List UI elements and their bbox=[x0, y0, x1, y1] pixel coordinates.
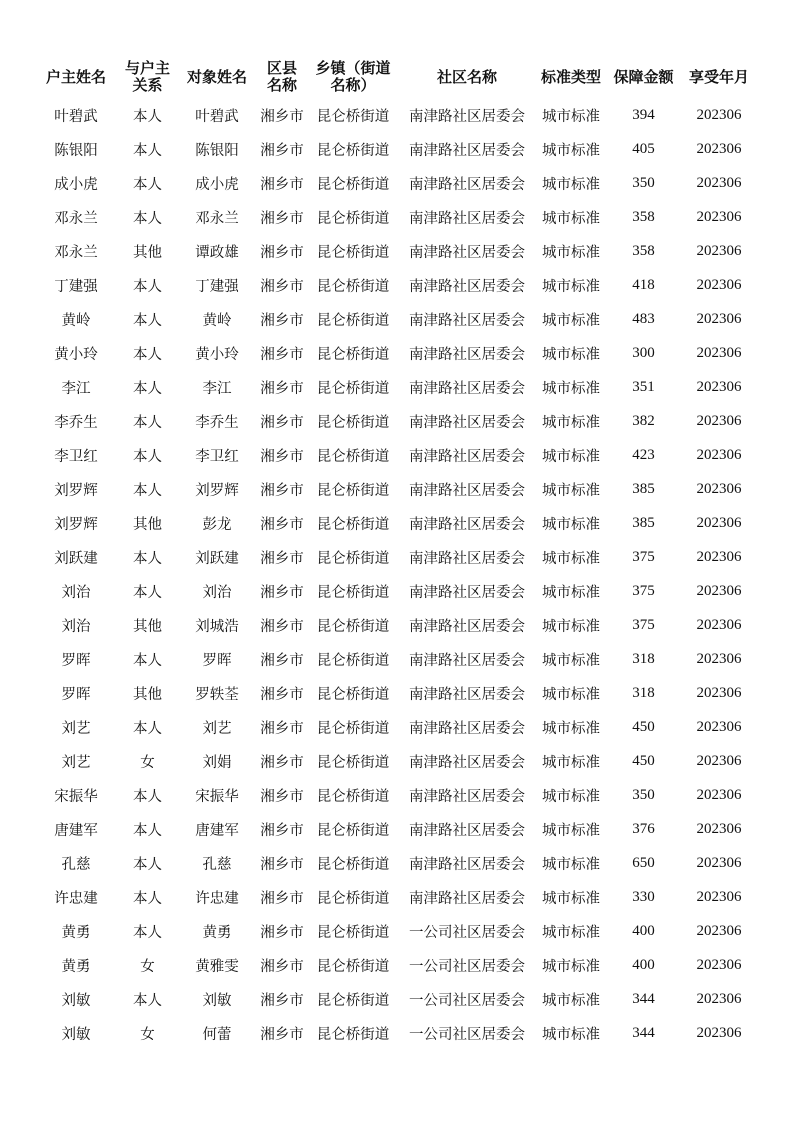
table-row bbox=[36, 880, 756, 914]
township-cell: 昆仑桥街道 bbox=[316, 856, 390, 873]
period-cell: 202306 bbox=[696, 616, 742, 633]
amount-cell: 350 bbox=[632, 174, 655, 191]
recipient-name-cell: 刘跃建 bbox=[195, 550, 239, 567]
recipient-name-cell: 刘娟 bbox=[202, 754, 232, 771]
table-row bbox=[36, 914, 756, 948]
household-name-cell: 黄小玲 bbox=[54, 346, 98, 363]
household-name-cell: 许忠建 bbox=[54, 890, 98, 907]
amount-cell: 300 bbox=[632, 344, 655, 361]
county-cell: 湘乡市 bbox=[260, 924, 304, 941]
standard-type-cell: 城市标准 bbox=[542, 550, 600, 567]
amount-cell: 344 bbox=[632, 1024, 655, 1041]
county-cell: 湘乡市 bbox=[260, 244, 304, 261]
period-cell: 202306 bbox=[696, 1024, 742, 1041]
household-name-cell: 陈银阳 bbox=[54, 142, 98, 159]
amount-cell: 400 bbox=[632, 922, 655, 939]
recipient-name-cell: 丁建强 bbox=[195, 278, 239, 295]
relation-cell: 本人 bbox=[133, 652, 162, 669]
recipient-name-cell: 黄勇 bbox=[202, 924, 232, 941]
county-cell: 湘乡市 bbox=[260, 448, 304, 465]
table-row bbox=[36, 370, 756, 404]
community-cell: 南津路社区居委会 bbox=[409, 584, 525, 601]
recipient-name-cell: 许忠建 bbox=[195, 890, 239, 907]
recipient-name-cell: 刘城浩 bbox=[195, 618, 239, 635]
table-row bbox=[36, 268, 756, 302]
amount-cell: 385 bbox=[632, 514, 655, 531]
county-cell: 湘乡市 bbox=[260, 618, 304, 635]
township-cell: 昆仑桥街道 bbox=[316, 108, 390, 125]
col-head-township: 乡镇（街道 名称） bbox=[315, 59, 391, 94]
col-head-recipient-name: 对象姓名 bbox=[186, 67, 247, 86]
amount-cell: 318 bbox=[632, 650, 655, 667]
amount-cell: 382 bbox=[632, 412, 655, 429]
community-cell: 南津路社区居委会 bbox=[409, 380, 525, 397]
col-head-community: 社区名称 bbox=[436, 67, 497, 86]
period-cell: 202306 bbox=[696, 922, 742, 939]
standard-type-cell: 城市标准 bbox=[542, 924, 600, 941]
standard-type-cell: 城市标准 bbox=[542, 176, 600, 193]
period-cell: 202306 bbox=[696, 310, 742, 327]
table-row bbox=[36, 132, 756, 166]
household-name-cell: 邓永兰 bbox=[54, 210, 98, 227]
household-name-cell: 罗晖 bbox=[61, 652, 91, 669]
relation-cell: 本人 bbox=[133, 482, 162, 499]
township-cell: 昆仑桥街道 bbox=[316, 822, 390, 839]
standard-type-cell: 城市标准 bbox=[542, 992, 600, 1009]
community-cell: 南津路社区居委会 bbox=[409, 720, 525, 737]
standard-type-cell: 城市标准 bbox=[542, 754, 600, 771]
relation-cell: 女 bbox=[140, 958, 155, 975]
recipient-name-cell: 黄小玲 bbox=[195, 346, 239, 363]
township-cell: 昆仑桥街道 bbox=[316, 550, 390, 567]
household-name-cell: 叶碧武 bbox=[54, 108, 98, 125]
period-cell: 202306 bbox=[696, 854, 742, 871]
township-cell: 昆仑桥街道 bbox=[316, 448, 390, 465]
period-cell: 202306 bbox=[696, 684, 742, 701]
household-name-cell: 刘艺 bbox=[61, 754, 91, 771]
household-name-cell: 黄勇 bbox=[61, 958, 91, 975]
relation-cell: 本人 bbox=[133, 108, 162, 125]
standard-type-cell: 城市标准 bbox=[542, 584, 600, 601]
county-cell: 湘乡市 bbox=[260, 856, 304, 873]
table-row bbox=[36, 234, 756, 268]
header-row bbox=[36, 56, 756, 98]
household-name-cell: 宋振华 bbox=[54, 788, 98, 805]
period-cell: 202306 bbox=[696, 378, 742, 395]
period-cell: 202306 bbox=[696, 514, 742, 531]
county-cell: 湘乡市 bbox=[260, 822, 304, 839]
recipient-name-cell: 刘罗辉 bbox=[195, 482, 239, 499]
standard-type-cell: 城市标准 bbox=[542, 210, 600, 227]
township-cell: 昆仑桥街道 bbox=[316, 210, 390, 227]
community-cell: 南津路社区居委会 bbox=[409, 108, 525, 125]
table-row bbox=[36, 166, 756, 200]
relation-cell: 其他 bbox=[133, 618, 162, 635]
township-cell: 昆仑桥街道 bbox=[316, 618, 390, 635]
standard-type-cell: 城市标准 bbox=[542, 482, 600, 499]
household-name-cell: 李乔生 bbox=[54, 414, 98, 431]
community-cell: 南津路社区居委会 bbox=[409, 550, 525, 567]
standard-type-cell: 城市标准 bbox=[542, 890, 600, 907]
table-row bbox=[36, 676, 756, 710]
county-cell: 湘乡市 bbox=[260, 142, 304, 159]
relation-cell: 本人 bbox=[133, 414, 162, 431]
household-name-cell: 刘敏 bbox=[61, 992, 91, 1009]
household-name-cell: 孔慈 bbox=[61, 856, 91, 873]
community-cell: 南津路社区居委会 bbox=[409, 482, 525, 499]
township-cell: 昆仑桥街道 bbox=[316, 244, 390, 261]
standard-type-cell: 城市标准 bbox=[542, 414, 600, 431]
amount-cell: 385 bbox=[632, 480, 655, 497]
table-row bbox=[36, 744, 756, 778]
col-head-amount: 保障金额 bbox=[613, 67, 674, 86]
period-cell: 202306 bbox=[696, 480, 742, 497]
community-cell: 南津路社区居委会 bbox=[409, 278, 525, 295]
community-cell: 南津路社区居委会 bbox=[409, 346, 525, 363]
county-cell: 湘乡市 bbox=[260, 1026, 304, 1043]
relation-cell: 本人 bbox=[133, 210, 162, 227]
township-cell: 昆仑桥街道 bbox=[316, 958, 390, 975]
household-name-cell: 罗晖 bbox=[61, 686, 91, 703]
period-cell: 202306 bbox=[696, 786, 742, 803]
relation-cell: 本人 bbox=[133, 176, 162, 193]
household-name-cell: 李卫红 bbox=[54, 448, 98, 465]
table-row bbox=[36, 540, 756, 574]
community-cell: 南津路社区居委会 bbox=[409, 822, 525, 839]
amount-cell: 376 bbox=[632, 820, 655, 837]
relation-cell: 本人 bbox=[133, 380, 162, 397]
community-cell: 南津路社区居委会 bbox=[409, 890, 525, 907]
relation-cell: 本人 bbox=[133, 924, 162, 941]
recipient-name-cell: 黄岭 bbox=[202, 312, 232, 329]
relation-cell: 本人 bbox=[133, 312, 162, 329]
period-cell: 202306 bbox=[696, 446, 742, 463]
table-row bbox=[36, 438, 756, 472]
household-name-cell: 丁建强 bbox=[54, 278, 98, 295]
amount-cell: 450 bbox=[632, 718, 655, 735]
table-row bbox=[36, 846, 756, 880]
period-cell: 202306 bbox=[696, 820, 742, 837]
table-row bbox=[36, 200, 756, 234]
standard-type-cell: 城市标准 bbox=[542, 652, 600, 669]
recipient-name-cell: 宋振华 bbox=[195, 788, 239, 805]
recipient-name-cell: 李乔生 bbox=[195, 414, 239, 431]
amount-cell: 483 bbox=[632, 310, 655, 327]
household-name-cell: 刘治 bbox=[61, 584, 91, 601]
amount-cell: 650 bbox=[632, 854, 655, 871]
period-cell: 202306 bbox=[696, 276, 742, 293]
household-name-cell: 李江 bbox=[61, 380, 91, 397]
period-cell: 202306 bbox=[696, 548, 742, 565]
standard-type-cell: 城市标准 bbox=[542, 278, 600, 295]
relation-cell: 其他 bbox=[133, 686, 162, 703]
community-cell: 南津路社区居委会 bbox=[409, 856, 525, 873]
relation-cell: 本人 bbox=[133, 856, 162, 873]
community-cell: 南津路社区居委会 bbox=[409, 210, 525, 227]
township-cell: 昆仑桥街道 bbox=[316, 890, 390, 907]
township-cell: 昆仑桥街道 bbox=[316, 516, 390, 533]
period-cell: 202306 bbox=[696, 140, 742, 157]
table-row bbox=[36, 1016, 756, 1050]
township-cell: 昆仑桥街道 bbox=[316, 924, 390, 941]
standard-type-cell: 城市标准 bbox=[542, 618, 600, 635]
community-cell: 南津路社区居委会 bbox=[409, 142, 525, 159]
township-cell: 昆仑桥街道 bbox=[316, 992, 390, 1009]
community-cell: 南津路社区居委会 bbox=[409, 312, 525, 329]
period-cell: 202306 bbox=[696, 412, 742, 429]
col-head-household-name: 户主姓名 bbox=[45, 67, 106, 86]
relation-cell: 本人 bbox=[133, 346, 162, 363]
standard-type-cell: 城市标准 bbox=[542, 516, 600, 533]
county-cell: 湘乡市 bbox=[260, 584, 304, 601]
township-cell: 昆仑桥街道 bbox=[316, 652, 390, 669]
relation-cell: 本人 bbox=[133, 142, 162, 159]
recipient-name-cell: 唐建军 bbox=[195, 822, 239, 839]
county-cell: 湘乡市 bbox=[260, 788, 304, 805]
community-cell: 南津路社区居委会 bbox=[409, 414, 525, 431]
township-cell: 昆仑桥街道 bbox=[316, 754, 390, 771]
period-cell: 202306 bbox=[696, 888, 742, 905]
household-name-cell: 刘治 bbox=[61, 618, 91, 635]
period-cell: 202306 bbox=[696, 106, 742, 123]
household-name-cell: 刘罗辉 bbox=[54, 516, 98, 533]
amount-cell: 375 bbox=[632, 616, 655, 633]
relation-cell: 其他 bbox=[133, 516, 162, 533]
township-cell: 昆仑桥街道 bbox=[316, 482, 390, 499]
county-cell: 湘乡市 bbox=[260, 992, 304, 1009]
table-row bbox=[36, 812, 756, 846]
standard-type-cell: 城市标准 bbox=[542, 822, 600, 839]
community-cell: 一公司社区居委会 bbox=[409, 924, 525, 941]
amount-cell: 318 bbox=[632, 684, 655, 701]
county-cell: 湘乡市 bbox=[260, 516, 304, 533]
township-cell: 昆仑桥街道 bbox=[316, 312, 390, 329]
standard-type-cell: 城市标准 bbox=[542, 380, 600, 397]
community-cell: 南津路社区居委会 bbox=[409, 618, 525, 635]
county-cell: 湘乡市 bbox=[260, 176, 304, 193]
county-cell: 湘乡市 bbox=[260, 380, 304, 397]
recipient-name-cell: 罗晖 bbox=[202, 652, 232, 669]
table-row bbox=[36, 302, 756, 336]
township-cell: 昆仑桥街道 bbox=[316, 380, 390, 397]
recipient-name-cell: 李江 bbox=[202, 380, 232, 397]
period-cell: 202306 bbox=[696, 242, 742, 259]
amount-cell: 344 bbox=[632, 990, 655, 1007]
standard-type-cell: 城市标准 bbox=[542, 788, 600, 805]
county-cell: 湘乡市 bbox=[260, 346, 304, 363]
relation-cell: 本人 bbox=[133, 448, 162, 465]
standard-type-cell: 城市标准 bbox=[542, 346, 600, 363]
amount-cell: 423 bbox=[632, 446, 655, 463]
standard-type-cell: 城市标准 bbox=[542, 142, 600, 159]
relation-cell: 本人 bbox=[133, 890, 162, 907]
township-cell: 昆仑桥街道 bbox=[316, 720, 390, 737]
county-cell: 湘乡市 bbox=[260, 958, 304, 975]
community-cell: 南津路社区居委会 bbox=[409, 244, 525, 261]
county-cell: 湘乡市 bbox=[260, 720, 304, 737]
recipient-name-cell: 彭龙 bbox=[202, 516, 232, 533]
standard-type-cell: 城市标准 bbox=[542, 720, 600, 737]
township-cell: 昆仑桥街道 bbox=[316, 142, 390, 159]
township-cell: 昆仑桥街道 bbox=[316, 414, 390, 431]
amount-cell: 450 bbox=[632, 752, 655, 769]
recipient-name-cell: 李卫红 bbox=[195, 448, 239, 465]
recipient-name-cell: 叶碧武 bbox=[195, 108, 239, 125]
amount-cell: 351 bbox=[632, 378, 655, 395]
amount-cell: 330 bbox=[632, 888, 655, 905]
table-row bbox=[36, 608, 756, 642]
amount-cell: 375 bbox=[632, 582, 655, 599]
township-cell: 昆仑桥街道 bbox=[316, 1026, 390, 1043]
table-row bbox=[36, 336, 756, 370]
county-cell: 湘乡市 bbox=[260, 686, 304, 703]
recipient-name-cell: 黄雅雯 bbox=[195, 958, 239, 975]
table-row bbox=[36, 574, 756, 608]
community-cell: 南津路社区居委会 bbox=[409, 652, 525, 669]
standard-type-cell: 城市标准 bbox=[542, 958, 600, 975]
amount-cell: 400 bbox=[632, 956, 655, 973]
table-row bbox=[36, 472, 756, 506]
county-cell: 湘乡市 bbox=[260, 550, 304, 567]
county-cell: 湘乡市 bbox=[260, 890, 304, 907]
amount-cell: 358 bbox=[632, 242, 655, 259]
recipient-name-cell: 陈银阳 bbox=[195, 142, 239, 159]
township-cell: 昆仑桥街道 bbox=[316, 788, 390, 805]
standard-type-cell: 城市标准 bbox=[542, 312, 600, 329]
period-cell: 202306 bbox=[696, 344, 742, 361]
standard-type-cell: 城市标准 bbox=[542, 108, 600, 125]
recipient-name-cell: 成小虎 bbox=[195, 176, 239, 193]
county-cell: 湘乡市 bbox=[260, 754, 304, 771]
standard-type-cell: 城市标准 bbox=[542, 856, 600, 873]
relation-cell: 本人 bbox=[133, 720, 162, 737]
county-cell: 湘乡市 bbox=[260, 482, 304, 499]
township-cell: 昆仑桥街道 bbox=[316, 686, 390, 703]
community-cell: 一公司社区居委会 bbox=[409, 992, 525, 1009]
amount-cell: 350 bbox=[632, 786, 655, 803]
assistance-table bbox=[36, 56, 756, 1050]
county-cell: 湘乡市 bbox=[260, 414, 304, 431]
period-cell: 202306 bbox=[696, 650, 742, 667]
community-cell: 南津路社区居委会 bbox=[409, 686, 525, 703]
col-head-relation: 与户主 关系 bbox=[124, 59, 170, 94]
township-cell: 昆仑桥街道 bbox=[316, 176, 390, 193]
recipient-name-cell: 罗轶荃 bbox=[195, 686, 239, 703]
household-name-cell: 刘跃建 bbox=[54, 550, 98, 567]
relation-cell: 本人 bbox=[133, 278, 162, 295]
community-cell: 一公司社区居委会 bbox=[409, 1026, 525, 1043]
table-row bbox=[36, 710, 756, 744]
community-cell: 南津路社区居委会 bbox=[409, 448, 525, 465]
col-head-county: 区县 名称 bbox=[266, 59, 297, 94]
household-name-cell: 成小虎 bbox=[54, 176, 98, 193]
community-cell: 一公司社区居委会 bbox=[409, 958, 525, 975]
township-cell: 昆仑桥街道 bbox=[316, 278, 390, 295]
period-cell: 202306 bbox=[696, 752, 742, 769]
period-cell: 202306 bbox=[696, 990, 742, 1007]
recipient-name-cell: 刘敏 bbox=[202, 992, 232, 1009]
community-cell: 南津路社区居委会 bbox=[409, 176, 525, 193]
household-name-cell: 唐建军 bbox=[54, 822, 98, 839]
period-cell: 202306 bbox=[696, 208, 742, 225]
county-cell: 湘乡市 bbox=[260, 108, 304, 125]
table-row bbox=[36, 778, 756, 812]
period-cell: 202306 bbox=[696, 718, 742, 735]
standard-type-cell: 城市标准 bbox=[542, 448, 600, 465]
standard-type-cell: 城市标准 bbox=[542, 244, 600, 261]
col-head-period: 享受年月 bbox=[688, 67, 749, 86]
amount-cell: 418 bbox=[632, 276, 655, 293]
household-name-cell: 刘敏 bbox=[61, 1026, 91, 1043]
recipient-name-cell: 刘艺 bbox=[202, 720, 232, 737]
community-cell: 南津路社区居委会 bbox=[409, 754, 525, 771]
county-cell: 湘乡市 bbox=[260, 652, 304, 669]
recipient-name-cell: 邓永兰 bbox=[195, 210, 239, 227]
table-row bbox=[36, 948, 756, 982]
relation-cell: 本人 bbox=[133, 992, 162, 1009]
table-row bbox=[36, 642, 756, 676]
household-name-cell: 黄岭 bbox=[61, 312, 91, 329]
table-row bbox=[36, 982, 756, 1016]
standard-type-cell: 城市标准 bbox=[542, 1026, 600, 1043]
relation-cell: 其他 bbox=[133, 244, 162, 261]
amount-cell: 375 bbox=[632, 548, 655, 565]
relation-cell: 女 bbox=[140, 1026, 155, 1043]
county-cell: 湘乡市 bbox=[260, 278, 304, 295]
amount-cell: 358 bbox=[632, 208, 655, 225]
community-cell: 南津路社区居委会 bbox=[409, 788, 525, 805]
amount-cell: 405 bbox=[632, 140, 655, 157]
community-cell: 南津路社区居委会 bbox=[409, 516, 525, 533]
township-cell: 昆仑桥街道 bbox=[316, 346, 390, 363]
household-name-cell: 刘罗辉 bbox=[54, 482, 98, 499]
amount-cell: 394 bbox=[632, 106, 655, 123]
county-cell: 湘乡市 bbox=[260, 312, 304, 329]
township-cell: 昆仑桥街道 bbox=[316, 584, 390, 601]
household-name-cell: 邓永兰 bbox=[54, 244, 98, 261]
county-cell: 湘乡市 bbox=[260, 210, 304, 227]
relation-cell: 本人 bbox=[133, 584, 162, 601]
recipient-name-cell: 何蕾 bbox=[202, 1026, 232, 1043]
relation-cell: 女 bbox=[140, 754, 155, 771]
standard-type-cell: 城市标准 bbox=[542, 686, 600, 703]
recipient-name-cell: 刘治 bbox=[202, 584, 232, 601]
recipient-name-cell: 谭政雄 bbox=[195, 244, 239, 261]
period-cell: 202306 bbox=[696, 956, 742, 973]
col-head-standard-type: 标准类型 bbox=[540, 67, 601, 86]
relation-cell: 本人 bbox=[133, 550, 162, 567]
relation-cell: 本人 bbox=[133, 788, 162, 805]
household-name-cell: 黄勇 bbox=[61, 924, 91, 941]
relation-cell: 本人 bbox=[133, 822, 162, 839]
table-row bbox=[36, 404, 756, 438]
table-row bbox=[36, 98, 756, 132]
period-cell: 202306 bbox=[696, 582, 742, 599]
period-cell: 202306 bbox=[696, 174, 742, 191]
table-row bbox=[36, 506, 756, 540]
recipient-name-cell: 孔慈 bbox=[202, 856, 232, 873]
household-name-cell: 刘艺 bbox=[61, 720, 91, 737]
